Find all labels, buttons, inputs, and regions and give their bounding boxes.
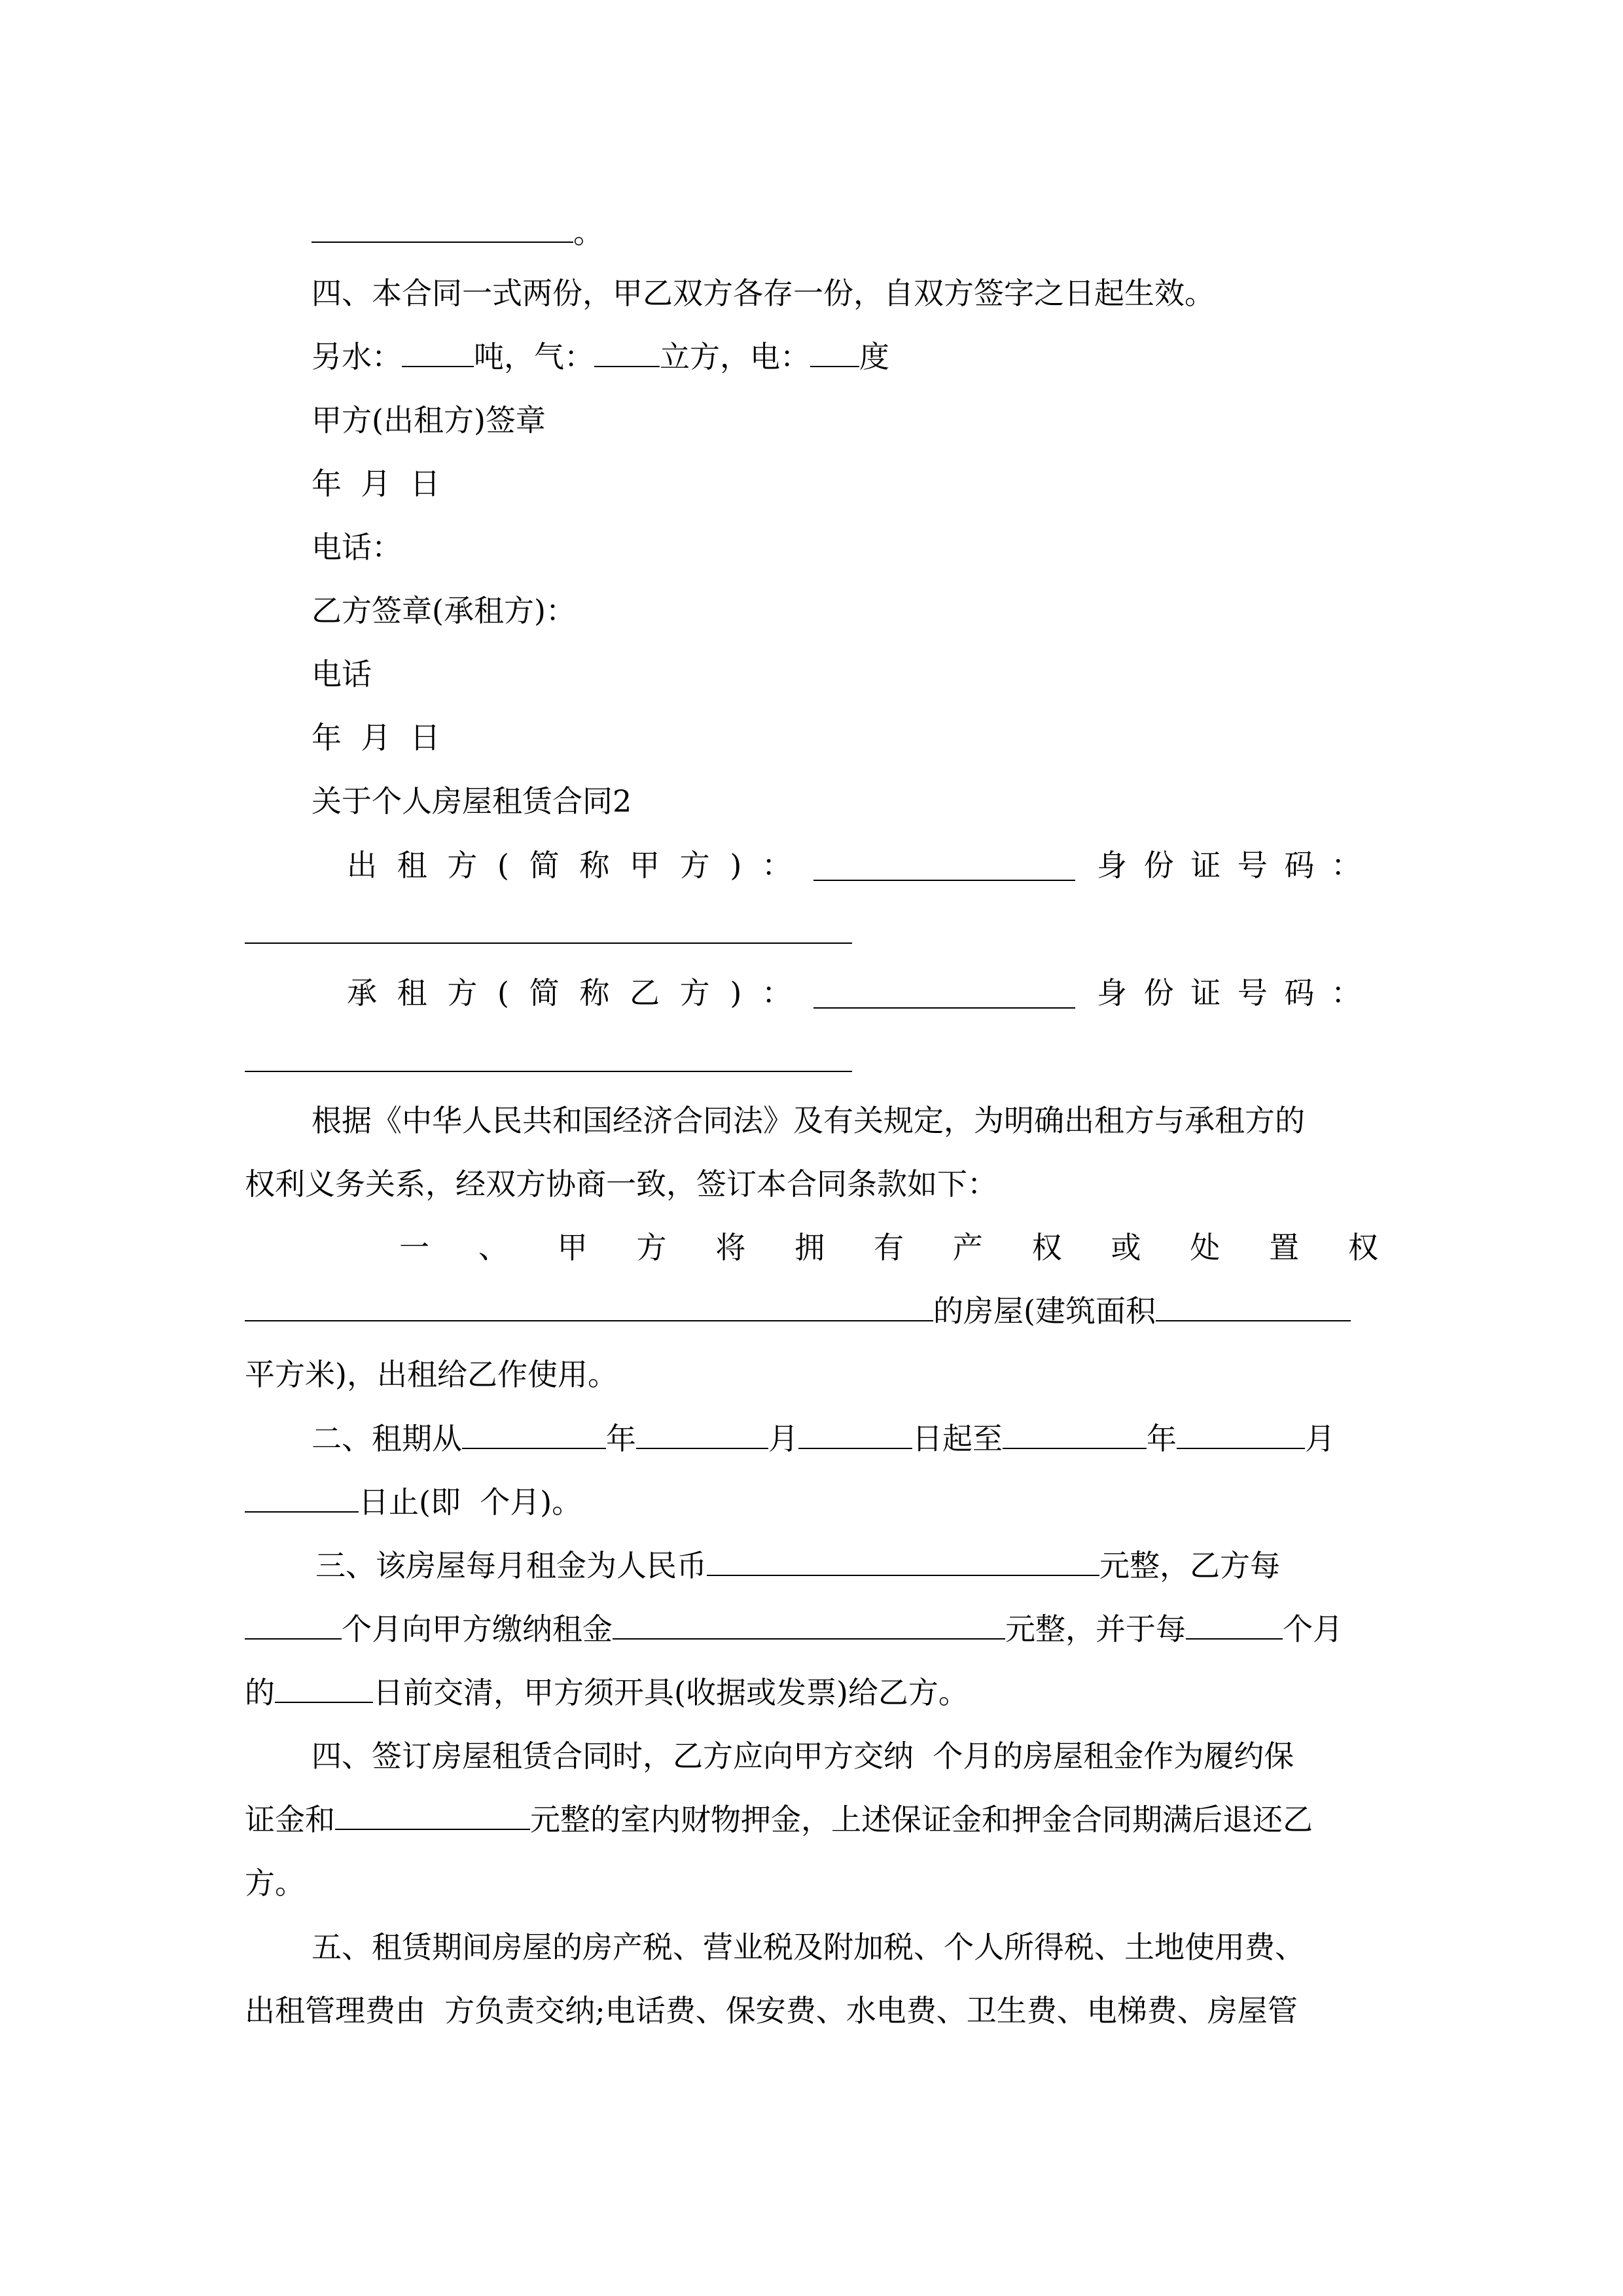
glyph: 简 xyxy=(529,848,560,883)
glyph: 权 xyxy=(1031,1230,1062,1265)
date-a: 年 月 日 xyxy=(312,466,440,501)
glyph: 码 xyxy=(1284,848,1315,883)
glyph: 份 xyxy=(1143,975,1174,1011)
clause-4-line-2: 证金和 元整的室内财物押金，上述保证金和押金合同期满后退还乙 xyxy=(245,1802,1313,1837)
glyph: 号 xyxy=(1237,848,1268,883)
glyph: 简 xyxy=(529,975,560,1011)
end-month-blank xyxy=(1177,1422,1305,1449)
date-b: 年 月 日 xyxy=(312,720,440,755)
phone-a: 电话： xyxy=(312,529,402,565)
clause-1-line-2: 的房屋(建筑面积 xyxy=(245,1291,1351,1331)
clause-4-line-3: 方。 xyxy=(245,1865,305,1901)
gas-blank xyxy=(594,340,660,367)
glyph: 码 xyxy=(1284,975,1315,1011)
fill-blank xyxy=(312,215,573,243)
party-a-signature: 甲方(出租方)签章 xyxy=(312,403,546,438)
glyph: ( xyxy=(497,848,509,883)
lessee-id-blank xyxy=(245,1071,852,1072)
glyph: 将 xyxy=(715,1230,746,1265)
glyph: 租 xyxy=(397,848,427,883)
start-month-blank xyxy=(636,1422,768,1449)
glyph: 称 xyxy=(579,975,610,1011)
clause-3-line-2: 个月向甲方缴纳租金 元整，并于每 个月 xyxy=(245,1609,1343,1649)
clause-1-line-1 xyxy=(399,1228,1378,1267)
clause-4-line-1: 四、签订房屋租赁合同时，乙方应向甲方交纳 个月的房屋租金作为履约保 xyxy=(312,1738,1294,1774)
start-year-blank xyxy=(462,1422,606,1449)
glyph: 承 xyxy=(347,975,377,1011)
clause-5-line-1: 五、租赁期间房屋的房产税、营业税及附加税、个人所得税、土地使用费、 xyxy=(312,1929,1305,1965)
electricity-blank xyxy=(810,340,859,367)
lessee-name-blank xyxy=(813,1007,1075,1009)
lessee-label xyxy=(347,973,792,1013)
intro-line-2: 权利义务关系，经双方协商一致，签订本合同条款如下： xyxy=(245,1166,997,1202)
glyph: ： xyxy=(761,848,792,883)
glyph: 置 xyxy=(1269,1230,1300,1265)
property-location-blank xyxy=(245,1294,933,1321)
lessor-name-blank xyxy=(813,880,1075,881)
glyph: 份 xyxy=(1143,848,1174,883)
glyph: ) xyxy=(730,848,742,883)
clause-5-line-2: 出租管理费由 方负责交纳;电话费、保安费、水电费、卫生费、电梯费、房屋管 xyxy=(245,1993,1298,2028)
glyph: 号 xyxy=(1237,975,1268,1011)
utilities-line: 另水： 吨，气： 立方，电： 度 xyxy=(312,339,889,374)
glyph: 方 xyxy=(679,975,710,1011)
glyph: 拥 xyxy=(794,1230,825,1265)
lessee-id-label xyxy=(1097,973,1361,1013)
glyph: 称 xyxy=(579,848,610,883)
lessor-label xyxy=(347,846,792,885)
glyph: ( xyxy=(497,975,509,1011)
monthly-rent-blank xyxy=(707,1549,1099,1576)
glyph: 产 xyxy=(952,1230,983,1265)
deposit-blank xyxy=(335,1803,530,1830)
glyph: 身 xyxy=(1097,848,1127,883)
glyph: ： xyxy=(761,975,792,1011)
glyph: ： xyxy=(1330,848,1361,883)
contract-2-title: 关于个人房屋租赁合同2 xyxy=(312,783,632,819)
clause-4-validity: 四、本合同一式两份，甲乙双方各存一份，自双方签字之日起生效。 xyxy=(312,276,1215,311)
area-blank xyxy=(1156,1294,1351,1321)
glyph: 有 xyxy=(873,1230,904,1265)
glyph: 或 xyxy=(1111,1230,1141,1265)
glyph: 方 xyxy=(679,848,710,883)
glyph: 甲 xyxy=(557,1230,588,1265)
rent-amount-blank xyxy=(613,1612,1005,1640)
party-b-signature: 乙方签章(承租方)： xyxy=(312,593,576,628)
start-day-blank xyxy=(798,1422,912,1449)
clause-3-line-3: 的 日前交清，甲方须开具(收据或发票)给乙方。 xyxy=(245,1675,969,1710)
clause-2-line-1: 二、租期从 年 月 日起至 年 月 xyxy=(312,1421,1335,1456)
pay-interval-blank xyxy=(245,1612,342,1640)
glyph: 、 xyxy=(478,1230,508,1265)
every-blank xyxy=(1186,1612,1283,1640)
glyph: 甲 xyxy=(629,848,660,883)
glyph: 出 xyxy=(347,848,377,883)
end-day-blank xyxy=(245,1485,359,1513)
clause-3-line-1: 三、该房屋每月租金为人民币 元整，乙方每 xyxy=(315,1548,1280,1583)
glyph: 方 xyxy=(447,848,478,883)
clause-2-line-2: 日止(即 个月)。 xyxy=(245,1482,582,1522)
lessor-id-blank xyxy=(245,942,852,944)
glyph: 权 xyxy=(1347,1230,1378,1265)
glyph: 处 xyxy=(1190,1230,1221,1265)
glyph: 证 xyxy=(1190,848,1221,883)
continuation-line: 。 xyxy=(312,213,603,252)
glyph: ： xyxy=(1330,975,1361,1011)
glyph: 租 xyxy=(397,975,427,1011)
glyph: 证 xyxy=(1190,975,1221,1011)
end-year-blank xyxy=(1003,1422,1147,1449)
phone-b: 电话 xyxy=(312,656,372,692)
glyph: 方 xyxy=(636,1230,667,1265)
glyph: ) xyxy=(730,975,742,1011)
deadline-day-blank xyxy=(275,1676,373,1703)
water-blank xyxy=(402,340,474,367)
glyph: 方 xyxy=(447,975,478,1011)
glyph: 身 xyxy=(1097,975,1127,1011)
glyph: 乙 xyxy=(629,975,660,1011)
glyph: 一 xyxy=(399,1230,429,1265)
intro-line-1: 根据《中华人民共和国经济合同法》及有关规定，为明确出租方与承租方的 xyxy=(312,1103,1305,1138)
lessor-id-label xyxy=(1097,846,1361,885)
clause-1-line-3: 平方米)，出租给乙作使用。 xyxy=(245,1357,618,1392)
